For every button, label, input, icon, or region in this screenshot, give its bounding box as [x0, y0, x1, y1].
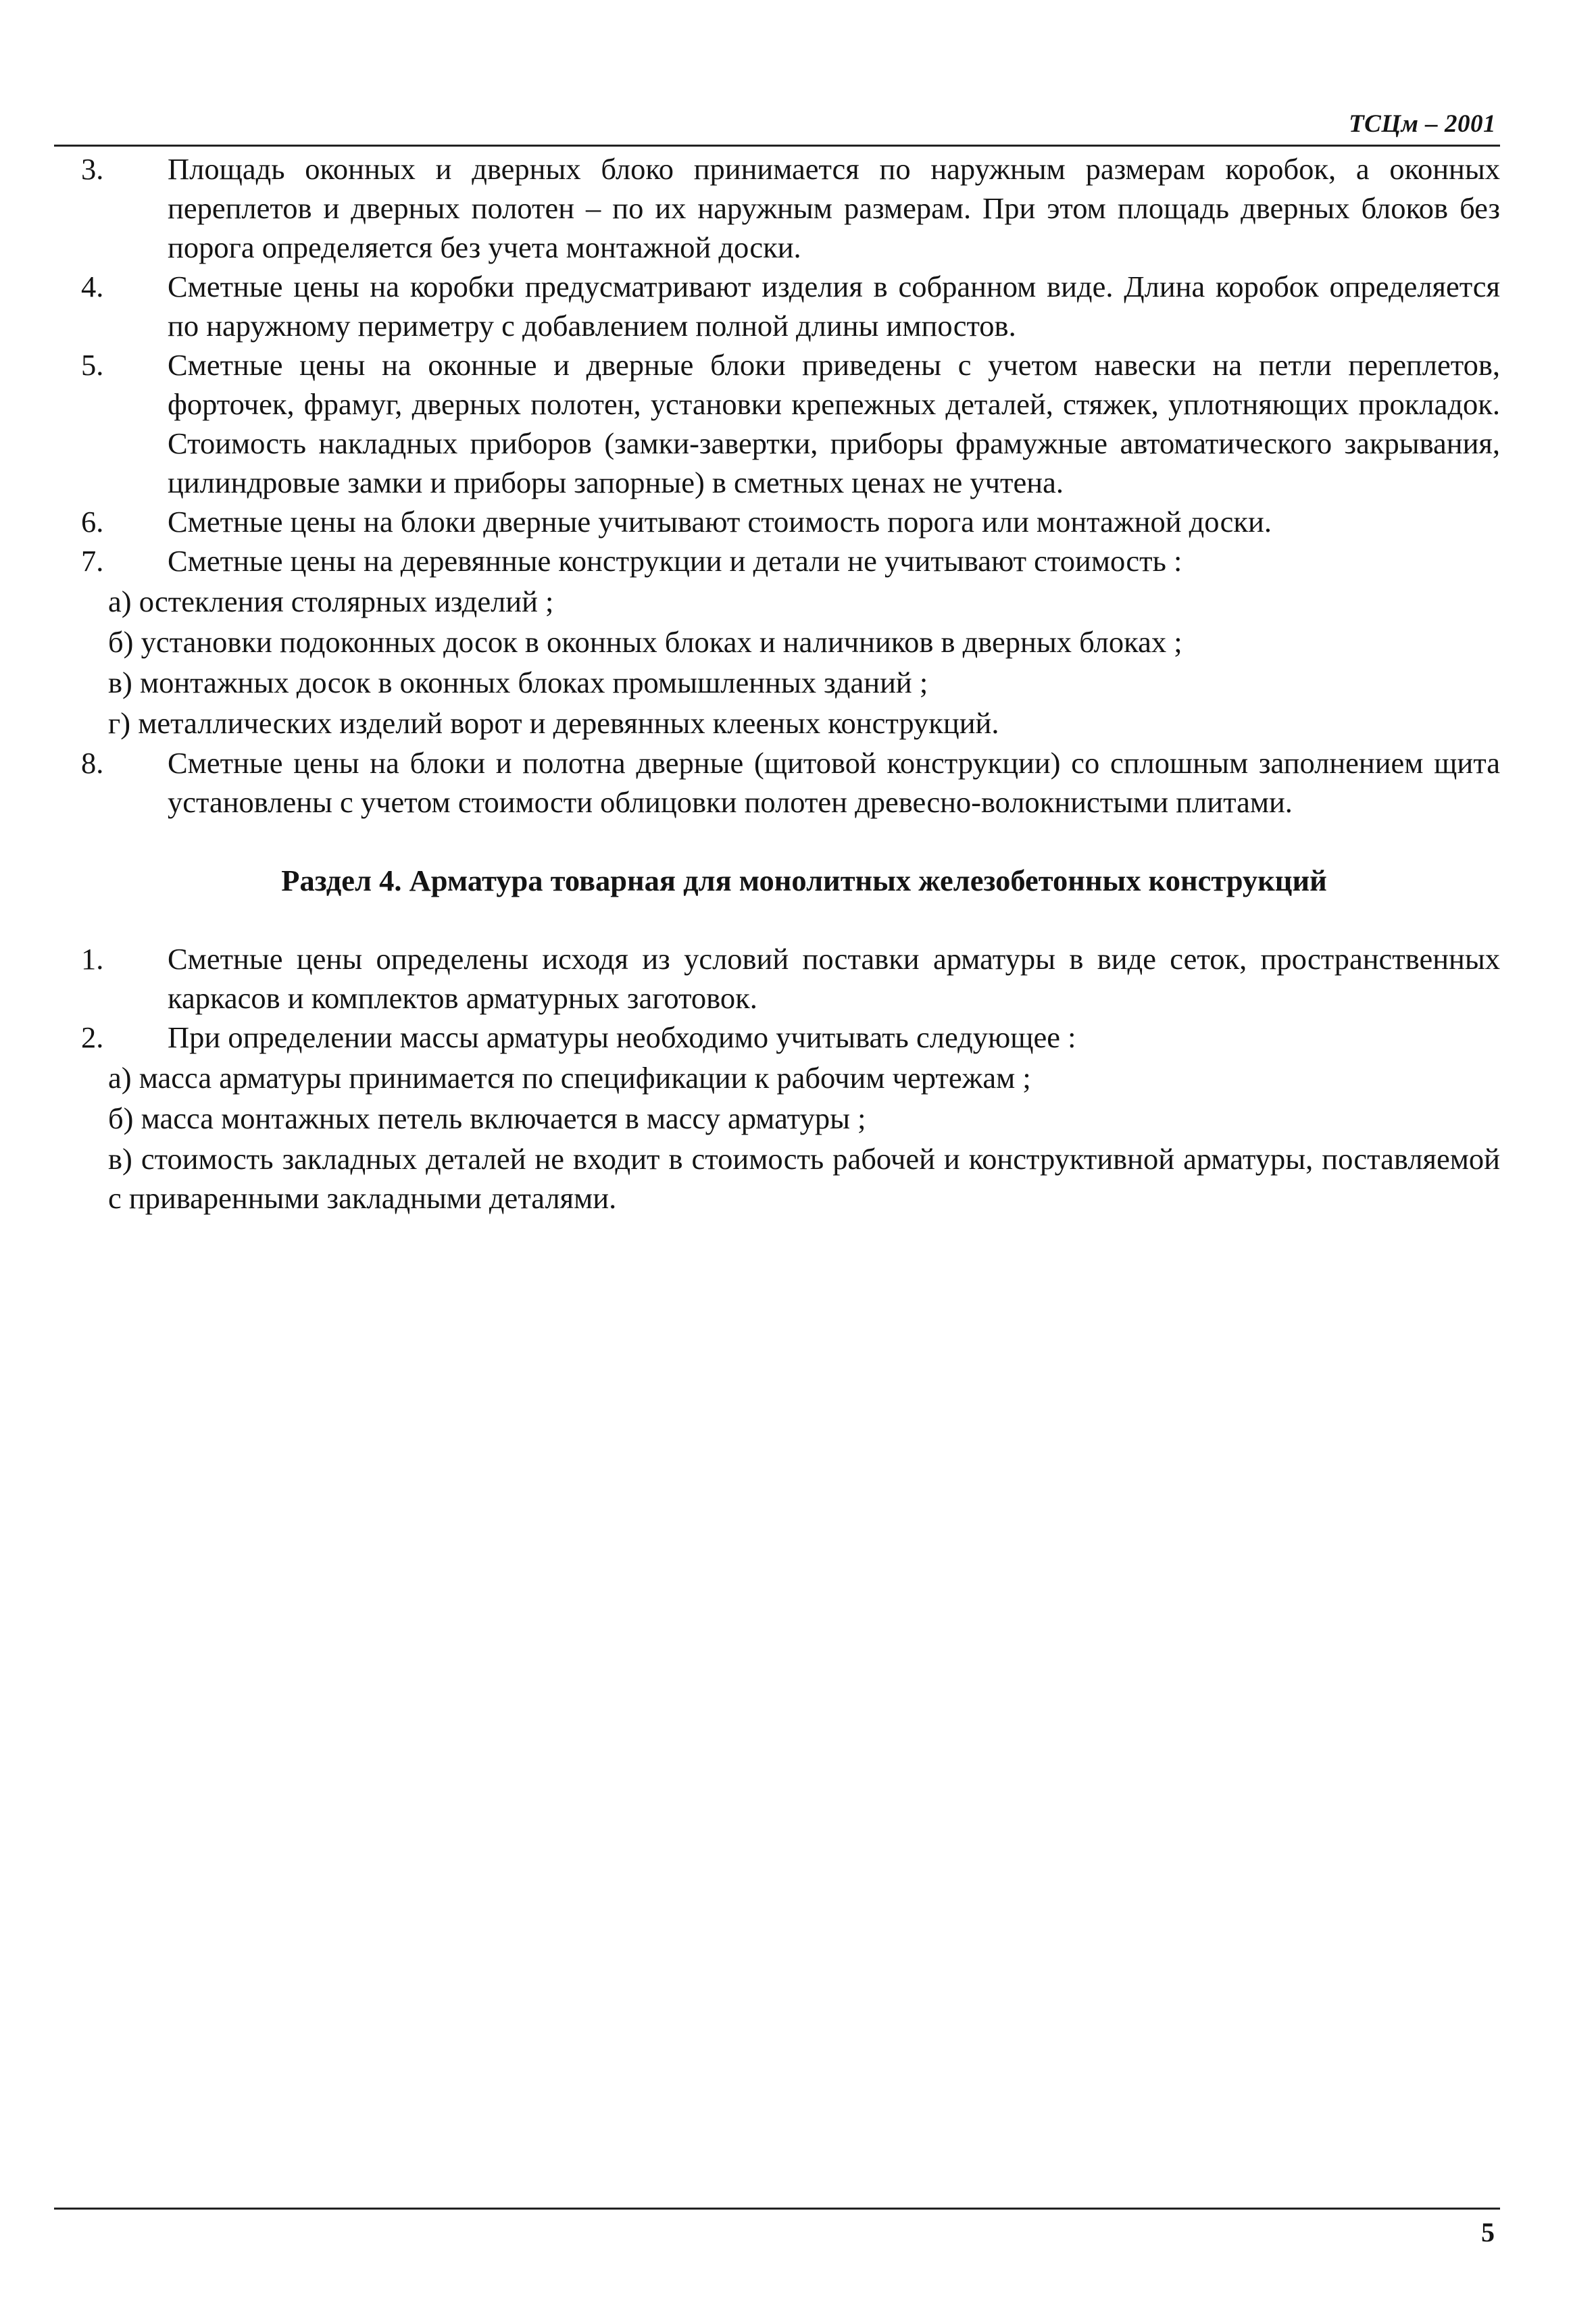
document-code: ТСЦм – 2001 [1349, 110, 1496, 138]
item-number: 1. [81, 942, 104, 976]
sub-item: в) стоимость закладных деталей не входит в стоимость рабочей и конструктивной арматуры, поставляемой с приваренными закладными деталями. [108, 1142, 1500, 1215]
item-text: При определении массы арматуры необходимо учитывать следующее : [168, 1020, 1076, 1054]
list-item [81, 502, 1500, 541]
header-rule [54, 145, 1500, 147]
item-number: 3. [81, 152, 104, 186]
item-number: 7. [81, 544, 104, 578]
item-text: Площадь оконных и дверных блоко принимается по наружным размерам коробок, а оконных переплетов и дверных полотен – по их наружным размерам. При этом площадь дверных блоков без порога определяется без учета монтажной доски. [168, 152, 1500, 264]
list-item [81, 149, 1500, 267]
page-number: 5 [1481, 2217, 1495, 2247]
item-text: Сметные цены определены исходя из условий поставки арматуры в виде сеток, пространственных каркасов и комплектов арматурных заготовок. [168, 942, 1500, 1015]
list-item [81, 939, 1500, 1018]
list-item [81, 1018, 1500, 1057]
item-number: 2. [81, 1020, 104, 1054]
sub-item: а) остекления столярных изделий ; [108, 584, 554, 618]
item-number: 4. [81, 270, 104, 303]
section-heading: Раздел 4. Арматура товарная для монолитных железобетонных конструкций [281, 864, 1327, 897]
list-item [81, 541, 1500, 580]
item-text: Сметные цены на блоки дверные учитывают стоимость порога или монтажной доски. [168, 505, 1272, 539]
item-text: Сметные цены на коробки предусматривают изделия в собранном виде. Длина коробок определяется по наружному периметру с добавлением полной длины импостов. [168, 270, 1500, 343]
sub-item: г) металлических изделий ворот и деревянных клееных конструкций. [108, 706, 999, 740]
footer-rule [54, 2208, 1500, 2210]
sub-item: а) масса арматуры принимается по спецификации к рабочим чертежам ; [108, 1061, 1031, 1095]
sub-item: в) монтажных досок в оконных блоках промышленных зданий ; [108, 666, 928, 699]
item-number: 5. [81, 348, 104, 382]
item-text: Сметные цены на блоки и полотна дверные (щитовой конструкции) со сплошным заполнением щита установлены с учетом стоимости облицовки полотен древесно-волокнистыми плитами. [168, 746, 1500, 819]
sub-item: б) установки подоконных досок в оконных блоках и наличников в дверных блоках ; [108, 625, 1182, 659]
page-body [81, 149, 1500, 1218]
item-number: 6. [81, 505, 104, 539]
list-item [81, 267, 1500, 345]
list-item [81, 743, 1500, 822]
item-text: Сметные цены на оконные и дверные блоки приведены с учетом навески на петли переплетов, форточек, фрамуг, дверных полотен, установки крепежных деталей, стяжек, уплотняющих прокладок. Стоимость накладных приборов (замки-завертки, приборы фрамужные автоматического закрывания, цилиндровые замки и приборы запорные) в сметных ценах не учтена. [168, 348, 1500, 499]
list-item [81, 345, 1500, 502]
item-number: 8. [81, 746, 104, 780]
item-text: Сметные цены на деревянные конструкции и детали не учитывают стоимость : [168, 544, 1182, 578]
sub-item: б) масса монтажных петель включается в массу арматуры ; [108, 1101, 866, 1135]
